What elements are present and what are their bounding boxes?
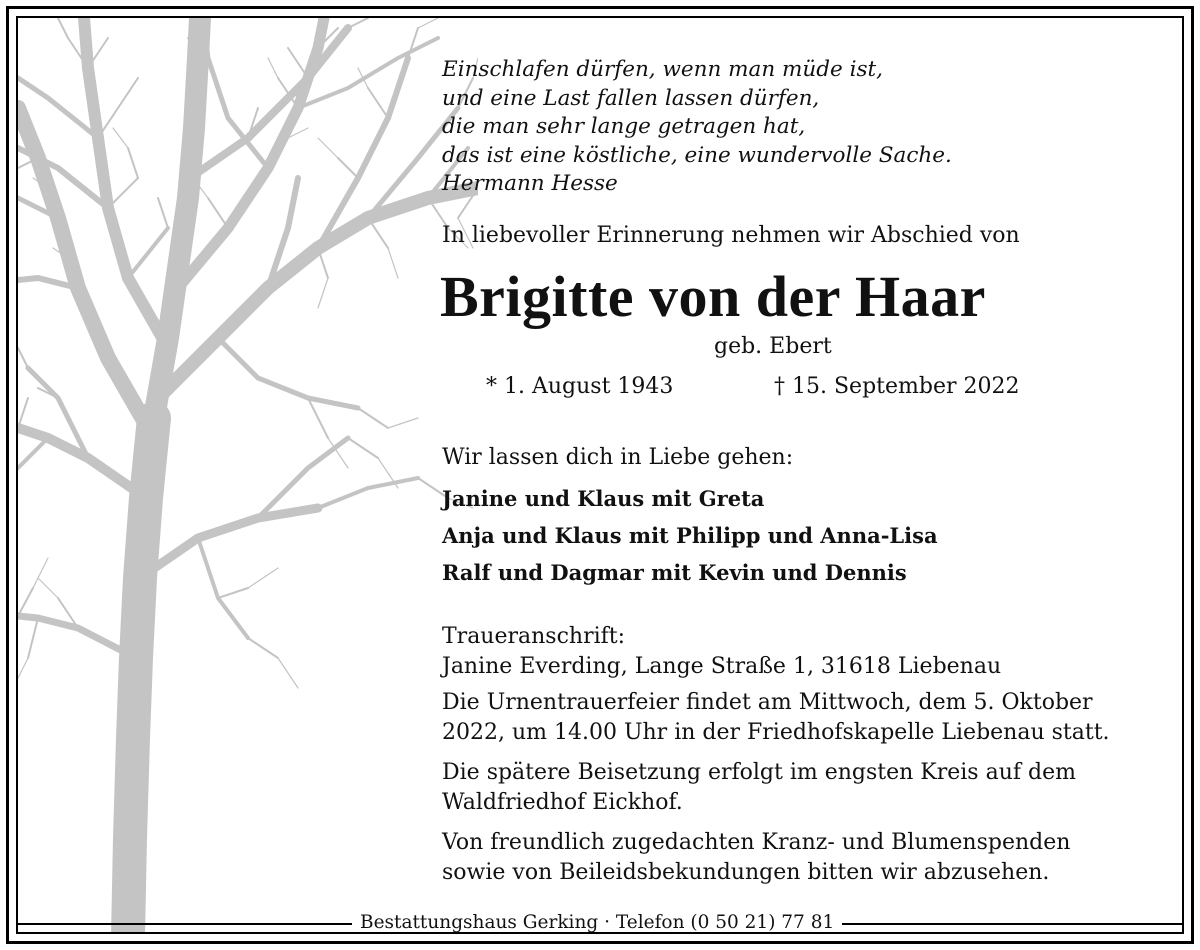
ceremony-line: 2022, um 14.00 Uhr in der Friedhofskapelle Liebenau statt. [442,720,1110,745]
poem-line: und eine Last fallen lassen dürfen, [442,85,820,111]
family-list [442,480,938,591]
family-member: Anja und Klaus mit Philipp und Anna-Lisa [442,523,938,548]
family-member: Janine und Klaus mit Greta [442,486,765,511]
family-member: Ralf und Dagmar mit Kevin und Dennis [442,560,907,585]
birth-name: geb. Ebert [714,334,832,359]
tree-illustration [18,18,478,934]
poem-line: Einschlafen dürfen, wenn man müde ist, [442,57,883,82]
burial-line: Waldfriedhof Eickhof. [442,790,683,815]
poem-line: das ist eine köstliche, eine wundervolle Sache. [442,142,952,168]
death-date: † 15. September 2022 [774,374,1020,399]
poem-line: die man sehr lange getragen hat, [442,114,806,139]
obituary-notice [16,16,1184,934]
birth-date: * 1. August 1943 [486,374,674,399]
donation-line: Von freundlich zugedachten Kranz- und Blumenspenden [442,830,1071,855]
intro-text: In liebevoller Erinnerung nehmen wir Abschied von [442,223,1020,248]
mourning-address [442,622,1001,682]
donation-line: sowie von Beileidsbekundungen bitten wir abzusehen. [442,860,1050,885]
burial-line: Die spätere Beisetzung erfolgt im engsten Kreis auf dem [442,760,1076,785]
farewell-text: Wir lassen dich in Liebe gehen: [442,445,794,470]
poem-author: Hermann Hesse [442,171,618,196]
funeral-home-footer: Bestattungshaus Gerking · Telefon (0 50 21) 77 81 [352,912,842,934]
donation-note [442,828,1070,888]
ceremony-info [442,688,1110,748]
burial-info [442,758,1076,818]
poem-quote [442,56,952,199]
deceased-name: Brigitte von der Haar [440,264,986,329]
ceremony-line: Die Urnentrauerfeier findet am Mittwoch, dem 5. Oktober [442,690,1093,715]
address-label: Traueranschrift: [442,624,626,649]
address-value: Janine Everding, Lange Straße 1, 31618 Liebenau [442,654,1002,679]
